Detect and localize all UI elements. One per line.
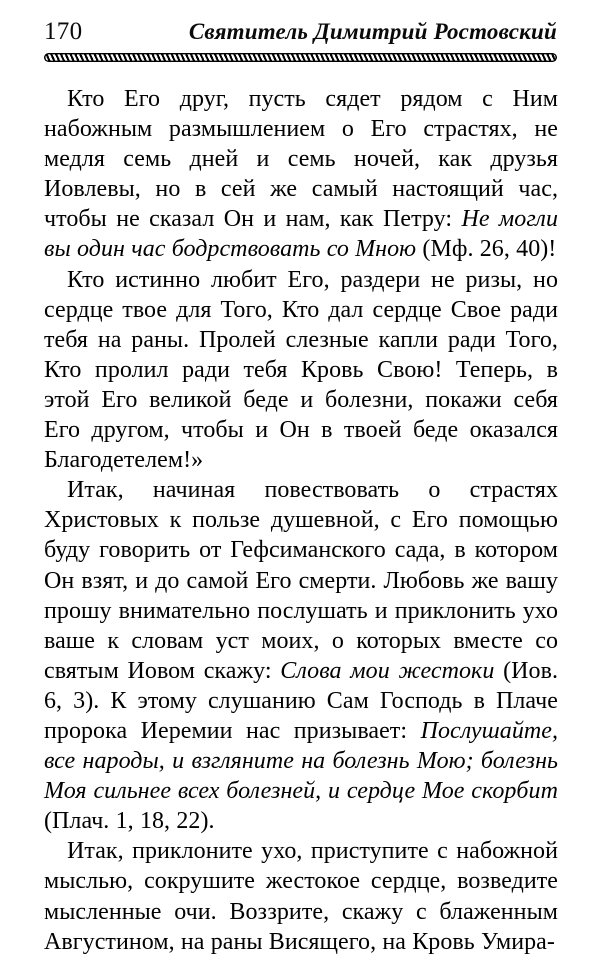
text-run: Итак, начиная повествовать о страстях Христовых к пользе душевной, с Его помощью буду говорить от Гефсиманского сада, в котором Он взят, и до самой Его смерти. Любовь же вашу прошу внимательно послушать и приклонить ухо ваше к словам уст моих, о которых вместе со святым Иовом скажу: <box>44 477 558 684</box>
text-run: Итак, приклоните ухо, приступите с набожной мыслью, сокрушите жестокое сердце, возведите мысленные очи. Воззрите, скажу с блаженным Августином, на раны Висящего, на Кровь Умира- <box>44 838 558 955</box>
paragraph-2 <box>44 265 558 476</box>
text-run: (Мф. 26, 40)! <box>416 236 557 263</box>
scripture-quote: Слова мои жестоки <box>280 657 495 684</box>
paragraph-1 <box>44 84 558 265</box>
running-head <box>44 18 557 48</box>
paragraph-3 <box>44 475 558 836</box>
ornamental-divider <box>44 53 557 62</box>
text-run: (Иов. 6, 3). К этому слушанию Сам Господь в Плаче пророка Иеремии нас призывает: <box>44 657 559 744</box>
body-text <box>44 84 558 957</box>
page-number: 170 <box>44 18 83 45</box>
text-run: Кто истинно любит Его, раздери не ризы, но сердце твое для Того, Кто дал сердце Свое ради тебя на раны. Пролей слезные капли ради Того, Кто пролил ради тебя Кровь Свою! Теперь, в этой Его великой беде и болезни, покажи себя Его другом, чтобы и Он в твоей беде оказался Благодетелем!» <box>44 266 558 474</box>
running-title: Святитель Димитрий Ростовский <box>188 19 557 44</box>
rope-rule-icon <box>44 53 557 62</box>
scripture-quote: Не могли вы один час бодрствовать со Мною <box>44 206 558 263</box>
scripture-quote: Послушайте, все народы, и взгляните на болезнь Мою; болезнь Моя сильнее всех болезней, и сердце Мое скорбит <box>44 717 558 805</box>
paragraph-4 <box>44 836 558 956</box>
text-run: (Плач. 1, 18, 22). <box>44 808 215 835</box>
text-run: Кто Его друг, пусть сядет рядом с Ним набожным размышлением о Его страстях, не медля семь дней и семь ночей, как друзья Иовлевы, но в сей же самый настоящий час, чтобы не сказал Он и нам, как Петру: <box>44 86 558 233</box>
